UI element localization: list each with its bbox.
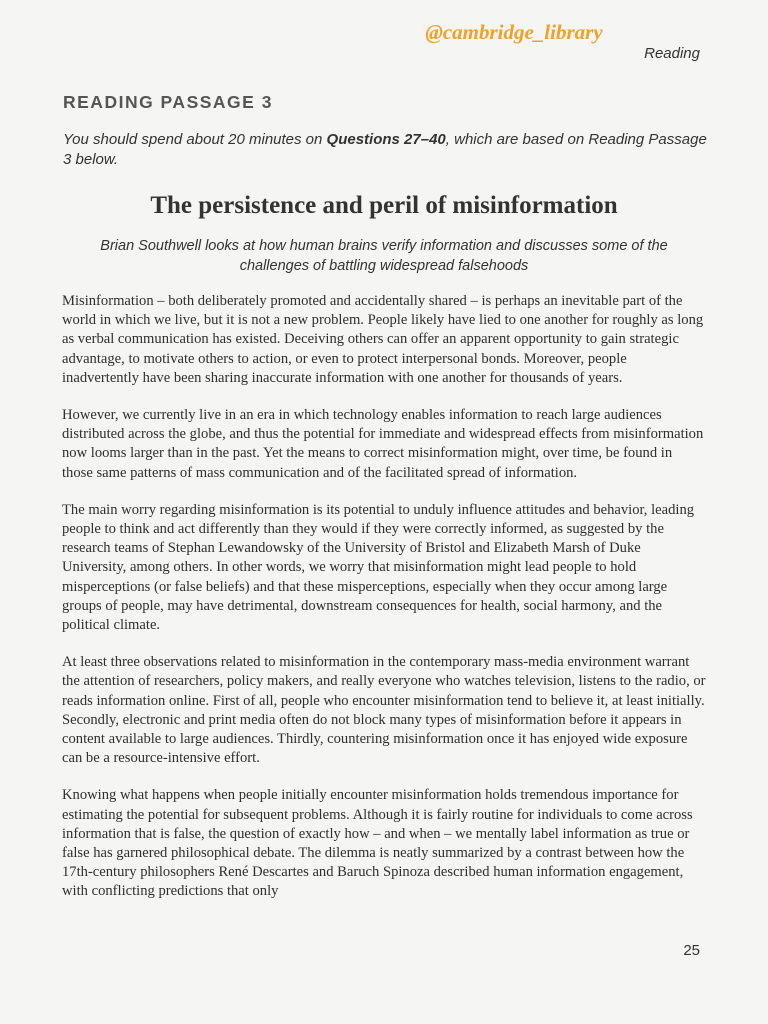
watermark	[0, 20, 768, 45]
paragraph: The main worry regarding misinformation is its potential to unduly influence attitudes and behavior, leading people to think and act differently than they would if they were correctly informed, as suggested by the research teams of Stephan Lewandowsky of the University of Bristol and Elizabeth Marsh of Duke University, among others. In other words, we worry that misinformation might lead people to hold misperceptions (or false beliefs) and that these misperceptions, especially when they occur among large groups of people, may have detrimental, downstream consequences for health, social harmony, and the political climate.	[62, 501, 695, 634]
instructions-questions: Questions 27–40	[326, 131, 446, 148]
watermark-text: @cambridge_library	[425, 20, 603, 44]
paragraph: Misinformation – both deliberately promoted and accidentally shared – is perhaps an inevitable part of the world in which we live, but it is not a new problem. People likely have lied to one another for roughly as long as verbal communication has existed. Deceiving others can offer an apparent opportunity to gain strategic advantage, to motivate others to action, or even to protect interpersonal bonds. Moreover, people inadvertently have been sharing inaccurate information with one another for thousands of years.	[62, 293, 704, 386]
passage-subtitle: Brian Southwell looks at how human brains verify information and discusses some of the challenges of battling widespread falsehoods	[100, 238, 668, 274]
instructions-after: , which are based on Reading Passage 3 below.	[63, 131, 707, 168]
instructions	[63, 130, 713, 170]
passage-body	[62, 292, 706, 920]
instructions-before: You should spend about 20 minutes on	[63, 131, 327, 148]
paragraph: Knowing what happens when people initially encounter misinformation holds tremendous importance for estimating the potential for subsequent problems. Although it is fairly routine for individuals to come across information that is false, the question of exactly how – and when – we mentally label information as true or false has garnered philosophical debate. The dilemma is neatly summarized by a contrast between how the 17th-century philosophers René Descartes and Baruch Spinoza described human information engagement, with conflicting predictions that only	[62, 787, 693, 900]
passage-heading: READING PASSAGE 3	[63, 92, 273, 112]
paragraph: However, we currently live in an era in which technology enables information to reach large audiences distributed across the globe, and thus the potential for immediate and widespread effects from misinformation now looms larger than in the past. Yet the means to correct misinformation might, over time, be found in those same patterns of mass communication and of the facilitated spread of information.	[62, 407, 704, 481]
paragraph: At least three observations related to misinformation in the contemporary mass-media environment warrant the attention of researchers, policy makers, and really everyone who watches television, listens to the radio, or reads information online. First of all, people who encounter misinformation tend to believe it, at least initially. Secondly, electronic and print media often do not block many types of misinformation before it appears in content available to large audiences. Thirdly, countering misinformation once it has enjoyed wide exposure can be a resource-intensive effort.	[62, 654, 706, 767]
passage-title: The persistence and peril of misinformation	[150, 192, 618, 219]
section-label: Reading	[644, 45, 700, 62]
page-number: 25	[683, 942, 700, 959]
